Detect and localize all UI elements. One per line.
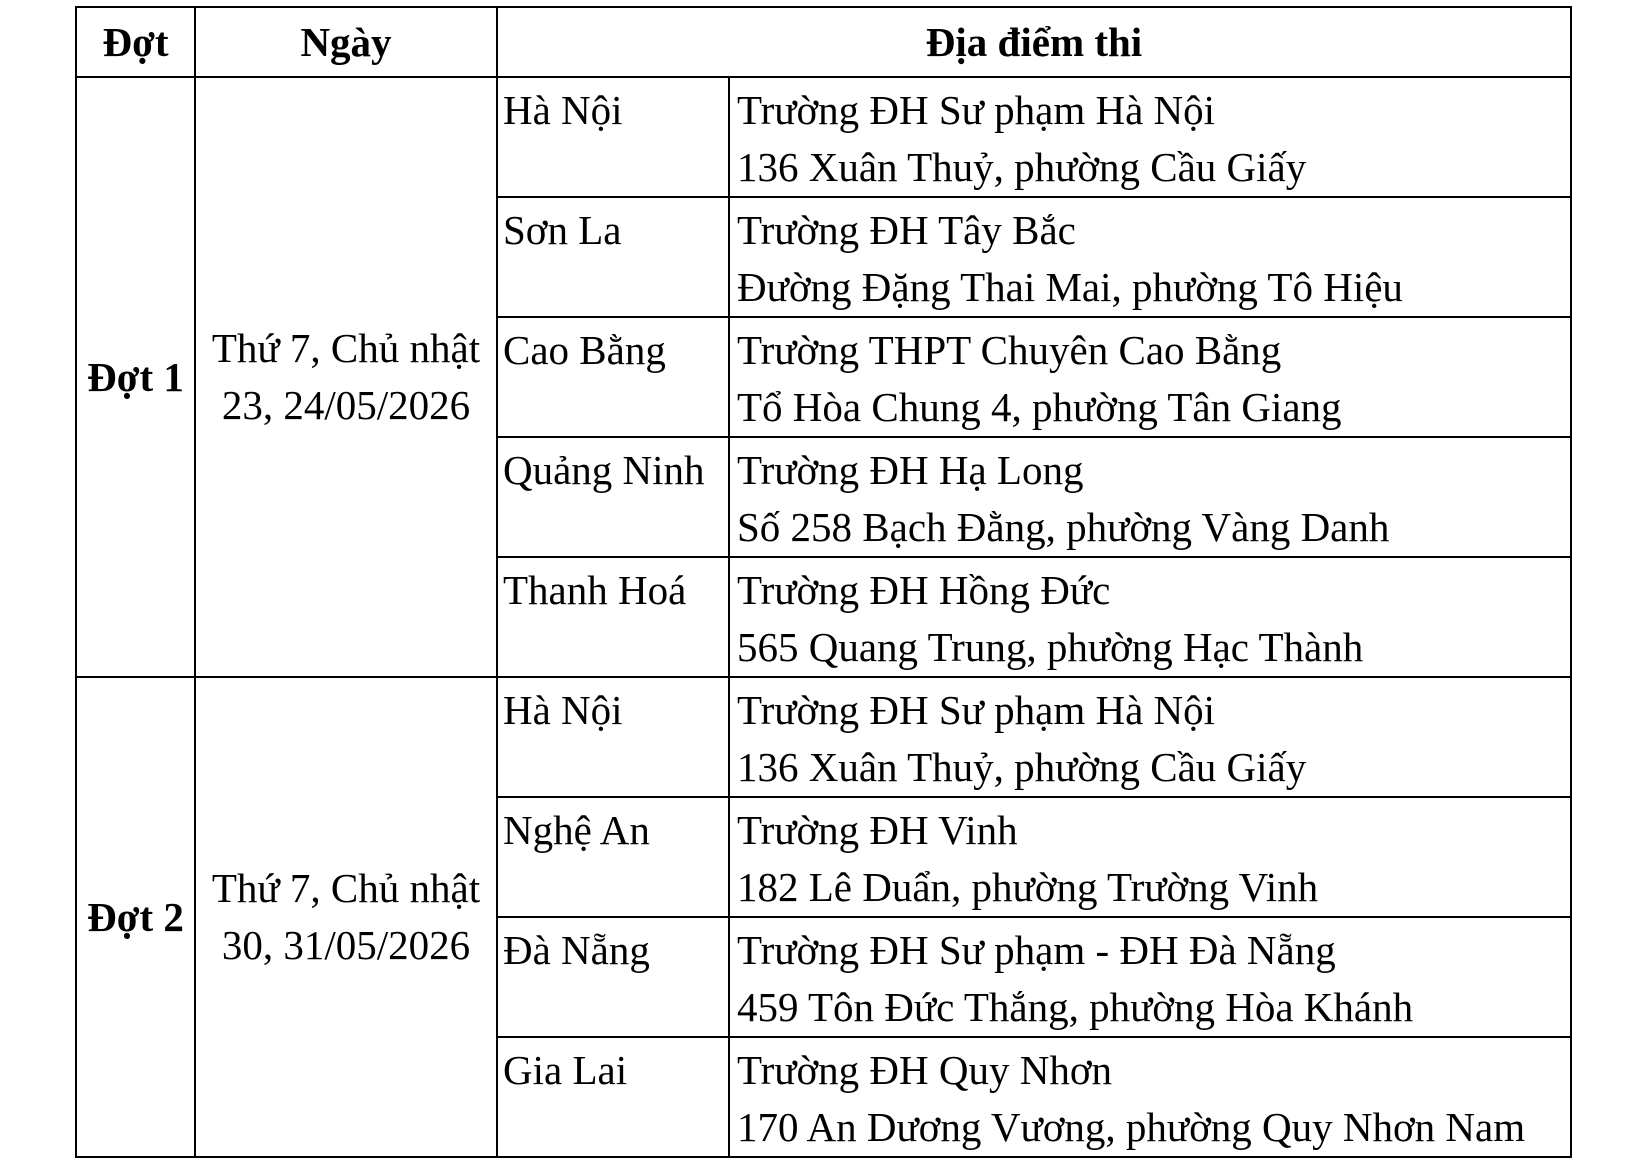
venue-name: Trường THPT Chuyên Cao Bằng — [737, 327, 1282, 373]
venue-cell — [729, 797, 1571, 917]
group-1-dot: Đợt 1 — [76, 77, 195, 677]
venue-cell — [729, 317, 1571, 437]
province-cell: Sơn La — [497, 197, 729, 317]
venue-cell — [729, 1037, 1571, 1157]
group-2-date — [195, 677, 497, 1157]
group-2-date-value: 30, 31/05/2026 — [221, 922, 471, 968]
venue-name: Trường ĐH Sư phạm Hà Nội — [737, 687, 1216, 733]
venue-name: Trường ĐH Sư phạm - ĐH Đà Nẵng — [737, 927, 1336, 973]
province-cell: Đà Nẵng — [497, 917, 729, 1037]
table-header-row — [76, 7, 1571, 77]
group-1-date-value: 23, 24/05/2026 — [221, 382, 471, 428]
venue-cell — [729, 197, 1571, 317]
header-dia-diem-thi: Địa điểm thi — [497, 7, 1571, 77]
venue-cell — [729, 77, 1571, 197]
header-ngay: Ngày — [195, 7, 497, 77]
exam-schedule-sheet — [75, 6, 1572, 1158]
venue-address: 565 Quang Trung, phường Hạc Thành — [737, 624, 1364, 670]
venue-name: Trường ĐH Sư phạm Hà Nội — [737, 87, 1216, 133]
venue-name: Trường ĐH Tây Bắc — [737, 207, 1076, 253]
venue-cell — [729, 557, 1571, 677]
group-2-date-days: Thứ 7, Chủ nhật — [211, 865, 481, 911]
group-1-date — [195, 77, 497, 677]
venue-address: Số 258 Bạch Đằng, phường Vàng Danh — [737, 504, 1390, 550]
venue-address: 170 An Dương Vương, phường Quy Nhơn Nam — [737, 1104, 1526, 1150]
group-1-date-days: Thứ 7, Chủ nhật — [211, 325, 481, 371]
venue-address: 182 Lê Duẩn, phường Trường Vinh — [737, 864, 1319, 910]
venue-cell — [729, 677, 1571, 797]
venue-name: Trường ĐH Hồng Đức — [737, 567, 1111, 613]
province-cell: Hà Nội — [497, 677, 729, 797]
venue-address: 459 Tôn Đức Thắng, phường Hòa Khánh — [737, 984, 1414, 1030]
province-cell: Quảng Ninh — [497, 437, 729, 557]
venue-name: Trường ĐH Hạ Long — [737, 447, 1084, 493]
venue-address: 136 Xuân Thuỷ, phường Cầu Giấy — [737, 744, 1307, 790]
venue-address: 136 Xuân Thuỷ, phường Cầu Giấy — [737, 144, 1307, 190]
header-dot: Đợt — [76, 7, 195, 77]
province-cell: Nghệ An — [497, 797, 729, 917]
venue-name: Trường ĐH Vinh — [737, 807, 1018, 853]
table-row — [76, 77, 1571, 197]
province-cell: Cao Bằng — [497, 317, 729, 437]
venue-cell — [729, 917, 1571, 1037]
table-row — [76, 677, 1571, 797]
venue-address: Tổ Hòa Chung 4, phường Tân Giang — [737, 384, 1342, 430]
venue-cell — [729, 437, 1571, 557]
venue-name: Trường ĐH Quy Nhơn — [737, 1047, 1113, 1093]
venue-address: Đường Đặng Thai Mai, phường Tô Hiệu — [737, 264, 1403, 310]
province-cell: Gia Lai — [497, 1037, 729, 1157]
group-2-dot: Đợt 2 — [76, 677, 195, 1157]
exam-schedule-table — [75, 6, 1572, 1158]
province-cell: Thanh Hoá — [497, 557, 729, 677]
province-cell: Hà Nội — [497, 77, 729, 197]
